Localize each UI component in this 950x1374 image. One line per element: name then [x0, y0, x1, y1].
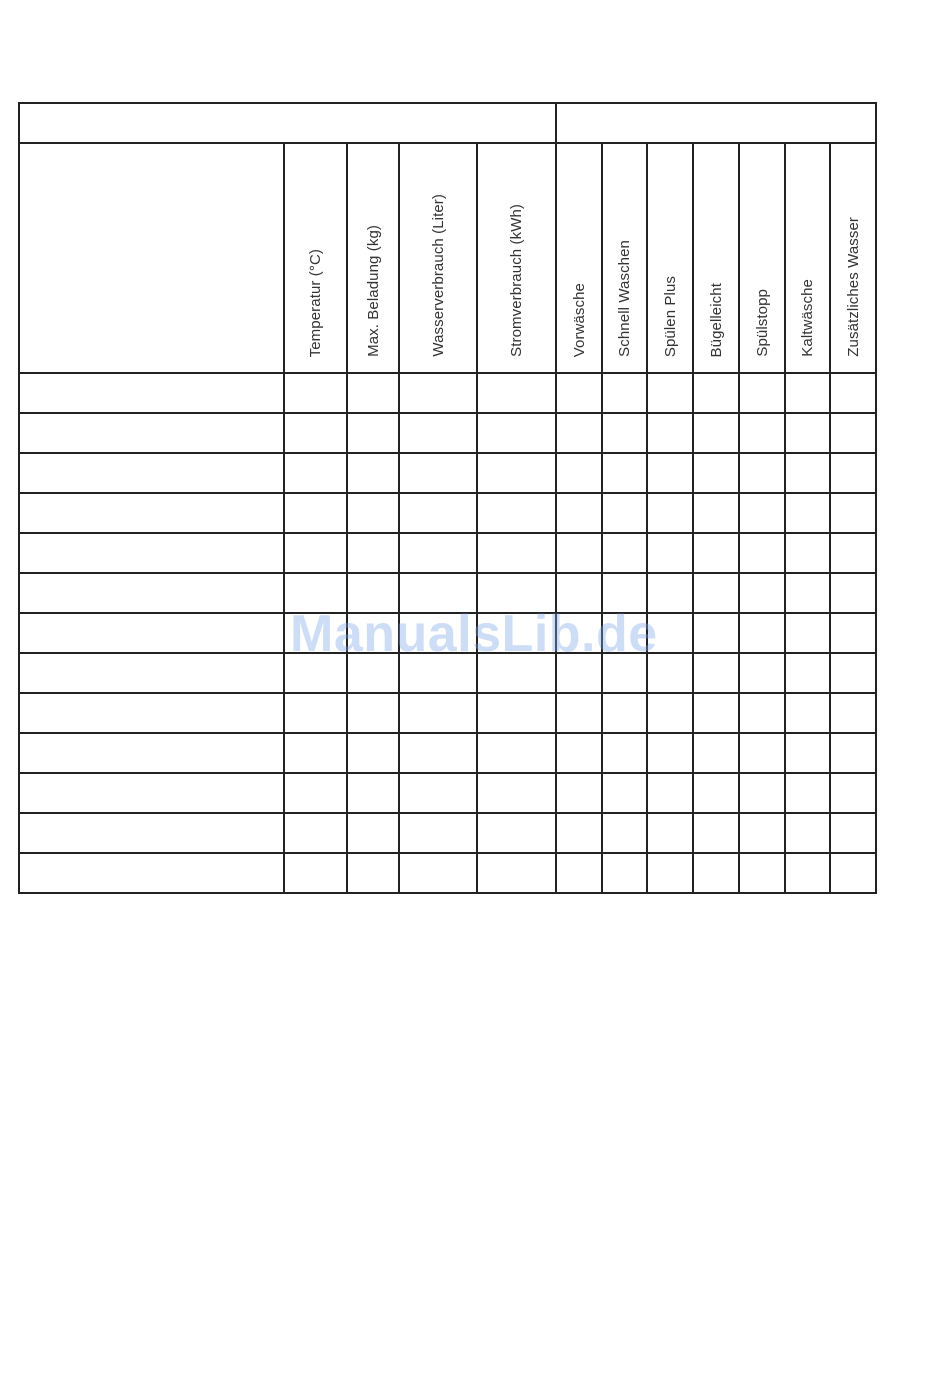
- program-name-cell: [19, 853, 284, 893]
- table-cell: [284, 813, 347, 853]
- table-cell: [284, 413, 347, 453]
- column-header-prewash: Vorwäsche: [556, 143, 602, 373]
- table-row: [19, 573, 876, 613]
- column-header-energy-consumption: Stromverbrauch (kWh): [477, 143, 556, 373]
- program-name-cell: [19, 373, 284, 413]
- table-cell: [556, 533, 602, 573]
- table-cell: [647, 373, 693, 413]
- table-cell: [785, 533, 830, 573]
- table-cell: [785, 453, 830, 493]
- table-cell: [399, 533, 477, 573]
- table-cell: [693, 453, 739, 493]
- table-cell: [284, 453, 347, 493]
- table-cell: [739, 373, 785, 413]
- table-cell: [693, 373, 739, 413]
- table-cell: [602, 613, 647, 653]
- table-cell: [477, 573, 556, 613]
- table-cell: [785, 693, 830, 733]
- table-cell: [556, 493, 602, 533]
- table-cell: [556, 373, 602, 413]
- table-cell: [647, 613, 693, 653]
- table-cell: [693, 693, 739, 733]
- table-cell: [830, 493, 876, 533]
- table-cell: [477, 413, 556, 453]
- program-name-cell: [19, 573, 284, 613]
- table-cell: [647, 413, 693, 453]
- table-cell: [602, 853, 647, 893]
- table-cell: [602, 453, 647, 493]
- table-cell: [739, 853, 785, 893]
- column-header-rinse-plus: Spülen Plus: [647, 143, 693, 373]
- table-cell: [785, 733, 830, 773]
- table-cell: [647, 733, 693, 773]
- program-name-cell: [19, 813, 284, 853]
- column-header-quick-wash: Schnell Waschen: [602, 143, 647, 373]
- table-cell: [347, 533, 399, 573]
- table-row: [19, 613, 876, 653]
- table-cell: [284, 613, 347, 653]
- table-row: [19, 733, 876, 773]
- program-name-cell: [19, 733, 284, 773]
- program-name-cell: [19, 493, 284, 533]
- table-cell: [647, 653, 693, 693]
- table-cell: [556, 573, 602, 613]
- table-body: [19, 373, 876, 893]
- table-cell: [399, 653, 477, 693]
- table-row: [19, 453, 876, 493]
- table-cell: [602, 773, 647, 813]
- table-cell: [556, 413, 602, 453]
- table-cell: [830, 573, 876, 613]
- column-header-rinse-hold: Spülstopp: [739, 143, 785, 373]
- table-cell: [785, 653, 830, 693]
- table-cell: [830, 853, 876, 893]
- table-cell: [739, 613, 785, 653]
- table-cell: [399, 493, 477, 533]
- table-cell: [739, 453, 785, 493]
- table-cell: [739, 493, 785, 533]
- table-cell: [693, 853, 739, 893]
- table-cell: [347, 773, 399, 813]
- table-cell: [477, 373, 556, 413]
- program-table: [18, 102, 877, 894]
- table-cell: [602, 493, 647, 533]
- table-cell: [830, 693, 876, 733]
- table-cell: [602, 653, 647, 693]
- table-cell: [284, 733, 347, 773]
- table-row: [19, 373, 876, 413]
- table-cell: [347, 373, 399, 413]
- table-cell: [284, 773, 347, 813]
- table-cell: [830, 453, 876, 493]
- watermark: ManualsLib.de: [290, 605, 658, 663]
- program-name-cell: [19, 613, 284, 653]
- table-cell: [647, 453, 693, 493]
- table-cell: [785, 813, 830, 853]
- column-header-extra-water: Zusätzliches Wasser: [830, 143, 876, 373]
- table-cell: [647, 813, 693, 853]
- table-cell: [477, 533, 556, 573]
- table-cell: [830, 413, 876, 453]
- table-cell: [284, 693, 347, 733]
- table-cell: [284, 373, 347, 413]
- program-name-cell: [19, 653, 284, 693]
- table-row: [19, 653, 876, 693]
- column-header-temperature: Temperatur (°C): [284, 143, 347, 373]
- table-cell: [347, 653, 399, 693]
- table-cell: [739, 733, 785, 773]
- table-cell: [785, 493, 830, 533]
- table-cell: [284, 853, 347, 893]
- table-row: [19, 693, 876, 733]
- table-cell: [347, 693, 399, 733]
- table-cell: [477, 773, 556, 813]
- table-cell: [739, 533, 785, 573]
- table-cell: [830, 373, 876, 413]
- table-cell: [830, 813, 876, 853]
- table-cell: [284, 573, 347, 613]
- table-cell: [347, 493, 399, 533]
- table-cell: [647, 533, 693, 573]
- table-cell: [785, 573, 830, 613]
- table-cell: [739, 773, 785, 813]
- table-cell: [399, 613, 477, 653]
- table-cell: [399, 573, 477, 613]
- table-cell: [830, 773, 876, 813]
- column-header-easy-iron: Bügelleicht: [693, 143, 739, 373]
- table-cell: [347, 813, 399, 853]
- column-header-cold-wash: Kaltwäsche: [785, 143, 830, 373]
- table-cell: [399, 413, 477, 453]
- table-cell: [785, 373, 830, 413]
- table-cell: [830, 533, 876, 573]
- table-cell: [693, 613, 739, 653]
- table-cell: [399, 453, 477, 493]
- table-cell: [785, 853, 830, 893]
- table-cell: [556, 813, 602, 853]
- table-cell: [647, 693, 693, 733]
- table-cell: [693, 533, 739, 573]
- table-cell: [602, 693, 647, 733]
- table-cell: [477, 653, 556, 693]
- table-cell: [556, 733, 602, 773]
- table-cell: [399, 773, 477, 813]
- table-cell: [284, 493, 347, 533]
- table-cell: [693, 813, 739, 853]
- group-header-options: [556, 103, 876, 143]
- table-cell: [399, 853, 477, 893]
- table-cell: [739, 693, 785, 733]
- table-cell: [602, 413, 647, 453]
- table-cell: [556, 453, 602, 493]
- table-cell: [785, 773, 830, 813]
- table-cell: [602, 533, 647, 573]
- table-cell: [739, 413, 785, 453]
- table-cell: [647, 773, 693, 813]
- table-cell: [347, 733, 399, 773]
- table-cell: [602, 813, 647, 853]
- table-cell: [556, 613, 602, 653]
- table-cell: [477, 733, 556, 773]
- table-cell: [739, 573, 785, 613]
- table-cell: [785, 613, 830, 653]
- table-cell: [693, 733, 739, 773]
- table-cell: [284, 653, 347, 693]
- table-row: [19, 853, 876, 893]
- table-cell: [693, 653, 739, 693]
- table-header-row: [19, 143, 876, 373]
- table-cell: [477, 453, 556, 493]
- table-cell: [399, 733, 477, 773]
- program-name-cell: [19, 693, 284, 733]
- table-cell: [830, 613, 876, 653]
- table-cell: [347, 613, 399, 653]
- table-cell: [284, 533, 347, 573]
- table-cell: [785, 413, 830, 453]
- column-header-water-consumption: Wasserverbrauch (Liter): [399, 143, 477, 373]
- table-cell: [477, 813, 556, 853]
- table-cell: [647, 493, 693, 533]
- table-cell: [556, 853, 602, 893]
- table-cell: [830, 653, 876, 693]
- table-row: [19, 773, 876, 813]
- table-cell: [399, 813, 477, 853]
- table-row: [19, 493, 876, 533]
- program-name-cell: [19, 413, 284, 453]
- table-cell: [399, 693, 477, 733]
- program-name-cell: [19, 453, 284, 493]
- table-cell: [347, 413, 399, 453]
- program-name-header: [19, 143, 284, 373]
- table-cell: [556, 653, 602, 693]
- table-cell: [477, 853, 556, 893]
- table-cell: [556, 773, 602, 813]
- program-name-cell: [19, 533, 284, 573]
- table-cell: [647, 573, 693, 613]
- table-cell: [693, 773, 739, 813]
- table-row: [19, 533, 876, 573]
- table-cell: [693, 573, 739, 613]
- column-header-max-load: Max. Beladung (kg): [347, 143, 399, 373]
- table-cell: [477, 613, 556, 653]
- table-cell: [693, 413, 739, 453]
- table-cell: [693, 493, 739, 533]
- table-cell: [556, 693, 602, 733]
- table-cell: [830, 733, 876, 773]
- table-cell: [347, 453, 399, 493]
- group-header-consumption: [19, 103, 556, 143]
- table-cell: [477, 493, 556, 533]
- table-cell: [602, 573, 647, 613]
- table-cell: [647, 853, 693, 893]
- table-cell: [602, 373, 647, 413]
- table-cell: [347, 853, 399, 893]
- table-cell: [602, 733, 647, 773]
- table-cell: [399, 373, 477, 413]
- table-group-header-row: [19, 103, 876, 143]
- program-name-cell: [19, 773, 284, 813]
- table-cell: [739, 813, 785, 853]
- table-row: [19, 813, 876, 853]
- table-cell: [477, 693, 556, 733]
- table-cell: [347, 573, 399, 613]
- table-cell: [739, 653, 785, 693]
- table-row: [19, 413, 876, 453]
